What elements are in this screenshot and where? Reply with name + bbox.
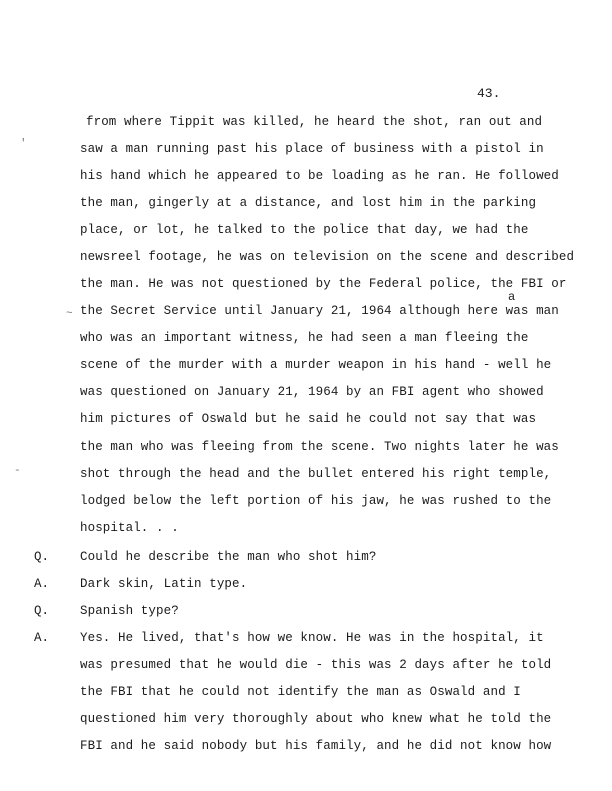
- margin-mark: -: [14, 465, 21, 477]
- text-line: was presumed that he would die - this was 2 days after he told: [80, 658, 552, 672]
- text-line: scene of the murder with a murder weapon in his hand - well he: [80, 358, 552, 372]
- text-line: lodged below the left portion of his jaw, he was rushed to the: [80, 494, 552, 508]
- qa-label: Q.: [34, 550, 50, 564]
- text-line: the FBI that he could not identify the man as Oswald and I: [80, 685, 521, 699]
- text-line: the man, gingerly at a distance, and lost him in the parking: [80, 196, 537, 210]
- text-line: hospital. . .: [80, 521, 179, 535]
- qa-text: Dark skin, Latin type.: [80, 577, 248, 591]
- text-line: the Secret Service until January 21, 1964 although here was man: [80, 304, 559, 318]
- qa-text: Spanish type?: [80, 604, 179, 618]
- text-line: saw a man running past his place of business with a pistol in: [80, 142, 544, 156]
- margin-mark: ': [20, 138, 27, 150]
- text-line: newsreel footage, he was on television on the scene and described: [80, 250, 575, 264]
- text-line: the man. He was not questioned by the Federal police, the FBI or: [80, 277, 567, 291]
- text-line: place, or lot, he talked to the police that day, we had the: [80, 223, 529, 237]
- qa-text: Yes. He lived, that's how we know. He was in the hospital, it: [80, 631, 544, 645]
- text-line: FBI and he said nobody but his family, and he did not know how: [80, 739, 552, 753]
- handwritten-insertion: a: [508, 290, 516, 304]
- qa-label: A.: [34, 631, 50, 645]
- margin-mark: ~: [66, 308, 73, 320]
- qa-label: A.: [34, 577, 50, 591]
- qa-text: Could he describe the man who shot him?: [80, 550, 377, 564]
- text-line: him pictures of Oswald but he said he could not say that was: [80, 412, 537, 426]
- text-line: the man who was fleeing from the scene. Two nights later he was: [80, 440, 559, 454]
- text-line: who was an important witness, he had seen a man fleeing the: [80, 331, 529, 345]
- text-line: was questioned on January 21, 1964 by an FBI agent who showed: [80, 385, 544, 399]
- text-line: shot through the head and the bullet entered his right temple,: [80, 467, 552, 481]
- text-line: from where Tippit was killed, he heard the shot, ran out and: [86, 115, 543, 129]
- page-number: 43.: [477, 86, 501, 101]
- text-line: his hand which he appeared to be loading as he ran. He followed: [80, 169, 559, 183]
- qa-label: Q.: [34, 604, 50, 618]
- text-line: questioned him very thoroughly about who knew what he told the: [80, 712, 552, 726]
